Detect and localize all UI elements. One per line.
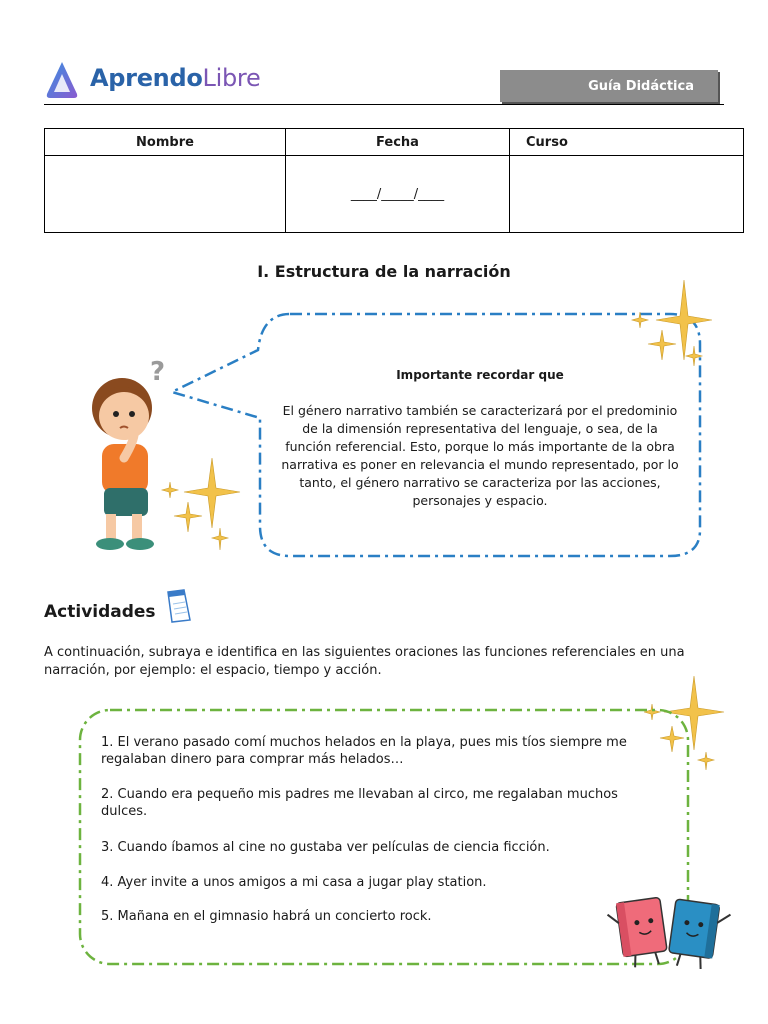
recordar-body: El género narrativo también se caracterizará por el predominio de la dimensión representativa del lenguaje, o sea, de la función referencial. Esto, porque lo más importante de la obra narrativa es poner en relevancia el mundo representado, por lo tanto, el género narrativo se caracteriza por las acciones, personajes y espacio.	[281, 403, 679, 508]
activity-item-5: 5. Mañana en el gimnasio habrá un concierto rock.	[101, 909, 432, 924]
curso-field[interactable]	[510, 156, 744, 233]
activity-item-4: 4. Ayer invite a unos amigos a mi casa a jugar play station.	[101, 875, 487, 890]
recordar-title: Importante recordar que	[396, 368, 564, 382]
nombre-field[interactable]	[45, 156, 286, 233]
guia-didactica-badge: Guía Didáctica	[500, 70, 718, 102]
logo-wordmark	[90, 64, 260, 92]
fecha-field[interactable]	[286, 156, 510, 233]
header-divider	[44, 104, 724, 105]
activity-item-3: 3. Cuando íbamos al cine no gustaba ver películas de ciencia ficción.	[101, 840, 550, 855]
activities-instruction: A continuación, subraya e identifica en las siguientes oraciones las funciones referenciales en una narración, por ejemplo: el espacio, tiempo y acción.	[44, 645, 685, 678]
curso-header: Curso	[510, 129, 744, 156]
sparkle-icon	[160, 458, 244, 554]
section-title: I. Estructura de la narración	[257, 262, 511, 281]
actividades-title: Actividades	[44, 602, 156, 622]
nombre-header: Nombre	[45, 129, 286, 156]
fecha-header: Fecha	[286, 129, 510, 156]
books-icon	[606, 890, 736, 970]
activity-item-1: 1. El verano pasado comí muchos helados en la playa, pues mis tíos siempre me regalaban dinero para comprar más helados…	[101, 735, 627, 767]
logo-word-libre: Libre	[202, 64, 261, 92]
notepad-icon	[162, 588, 192, 624]
date-blanks: ____/_____/____	[350, 186, 445, 202]
question-mark-icon: ?	[150, 358, 166, 387]
activity-item-2: 2. Cuando era pequeño mis padres me llevaban al circo, me regalaban muchos dulces.	[101, 787, 618, 819]
student-info-table	[44, 128, 744, 233]
logo-word-aprendo: Aprendo	[90, 64, 203, 92]
sparkle-icon	[628, 280, 712, 376]
